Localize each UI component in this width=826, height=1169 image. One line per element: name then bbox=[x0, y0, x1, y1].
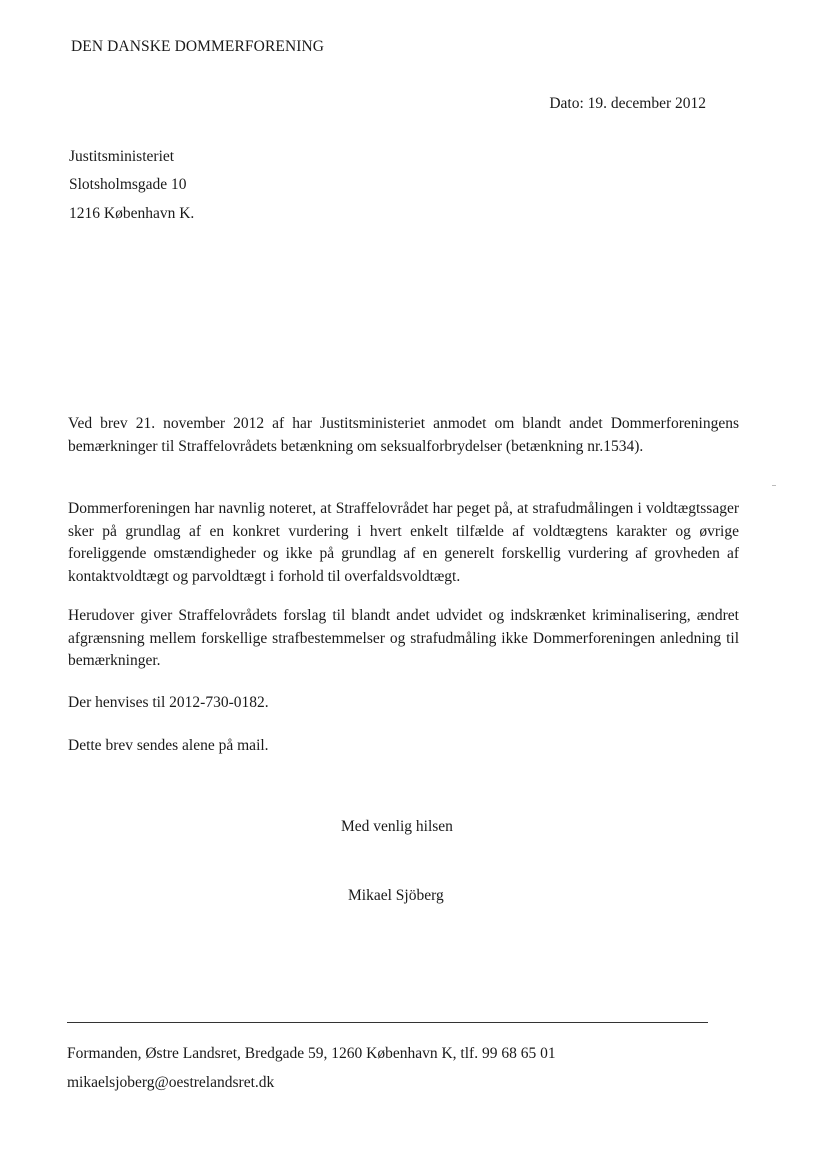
paragraph-text: Herudover giver Straffelovrådets forslag til blandt andet udvidet og indskrænket kriminalisering, ændret afgrænsning mellem forskellige strafbestemmelser og strafudmåling ikke Dommerforeningen anledning til bemærkninger. bbox=[68, 607, 739, 669]
body-paragraph-no-remarks bbox=[68, 605, 739, 673]
letterhead-organization: DEN DANSKE DOMMERFORENING bbox=[71, 38, 325, 55]
body-paragraph-request bbox=[68, 413, 739, 458]
footer-divider bbox=[67, 1022, 708, 1023]
footer-email: mikaelsjoberg@oestrelandsret.dk bbox=[67, 1074, 275, 1091]
paragraph-text: Der henvises til 2012-730-0182. bbox=[68, 694, 269, 711]
paragraph-text: Dette brev sendes alene på mail. bbox=[68, 737, 269, 754]
paragraph-text: Ved brev 21. november 2012 af har Justitsministeriet anmodet om blandt andet Dommerforeningens bemærkninger til Straffelovrådets betænkning om seksualforbrydelser (betænkning nr.1534). bbox=[68, 415, 739, 455]
recipient-name: Justitsministeriet bbox=[69, 148, 175, 165]
body-paragraph-reference bbox=[68, 692, 739, 715]
recipient-street: Slotsholmsgade 10 bbox=[69, 176, 187, 193]
signer-name: Mikael Sjöberg bbox=[348, 887, 444, 904]
body-paragraph-notes bbox=[68, 498, 739, 588]
recipient-city: 1216 København K. bbox=[69, 205, 195, 222]
footer-address: Formanden, Østre Landsret, Bredgade 59, 1260 København K, tlf. 99 68 65 01 bbox=[67, 1045, 556, 1062]
paragraph-text: Dommerforeningen har navnlig noteret, at Straffelovrådet har peget på, at strafudmålingen i voldtægtssager sker på grundlag af en konkret vurdering i hvert enkelt tilfælde af voldtægtens karakter og øvrige foreliggende omstændigheder og ikke på grundlag af en generelt forskellig vurdering af grovheden af kontaktvoldtægt og parvoldtægt i forhold til overfaldsvoldtægt. bbox=[68, 500, 739, 585]
body-paragraph-mail-notice bbox=[68, 735, 739, 758]
closing-salutation: Med venlig hilsen bbox=[341, 818, 453, 835]
scan-speck bbox=[772, 485, 776, 486]
letter-date: Dato: 19. december 2012 bbox=[549, 95, 706, 112]
